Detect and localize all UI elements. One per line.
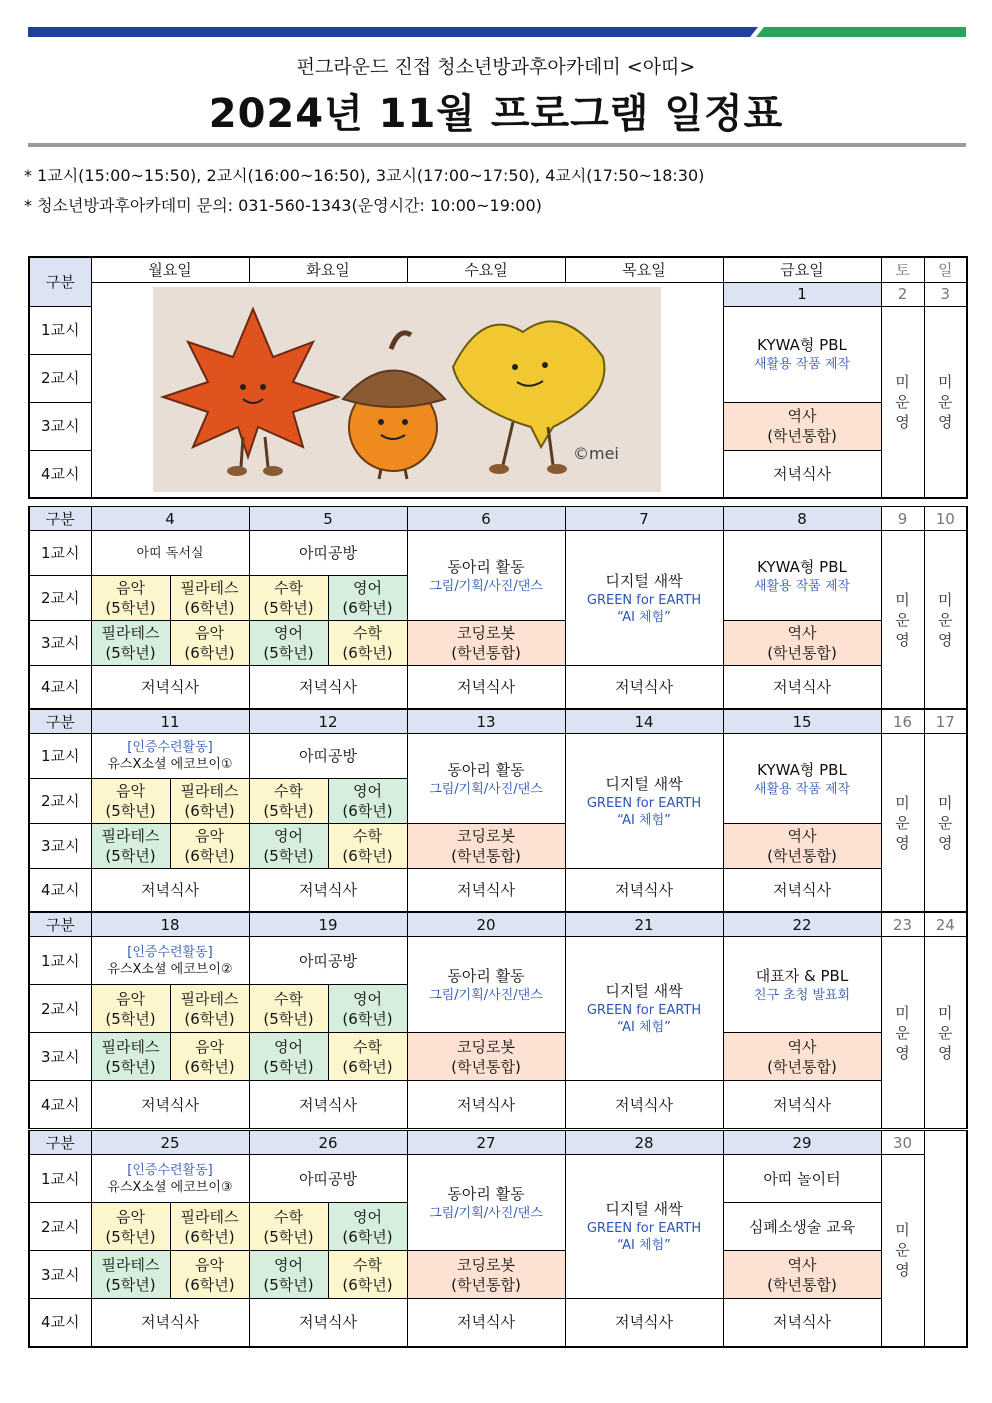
sat-closed: 미 운 영 — [881, 306, 924, 498]
date-fri: 29 — [723, 1131, 881, 1155]
tue-p3-math: 수학 (6학년) — [328, 1033, 407, 1081]
wed-club-cell: 동아리 활동 그림/기획/사진/댄스 — [407, 531, 565, 621]
fri-history-cell: 역사 (학년통합) — [723, 402, 881, 450]
sun-closed: 미 운 영 — [924, 531, 967, 709]
mon-p3-music: 음악 (6학년) — [170, 1033, 249, 1081]
day-header-wed: 수요일 — [407, 257, 565, 282]
date-wed: 13 — [407, 710, 565, 734]
date-fri: 15 — [723, 710, 881, 734]
mon-p3-pilates: 필라테스 (5학년) — [91, 824, 170, 869]
period-label: 1교시 — [29, 734, 91, 779]
tue-dinner: 저녁식사 — [249, 869, 407, 912]
gubun-header: 구분 — [29, 710, 91, 734]
mon-p1-cell: [인증수련활동] 유스X소셜 에코브이③ — [91, 1155, 249, 1203]
period-label: 4교시 — [29, 450, 91, 498]
tue-p3-math: 수학 (6학년) — [328, 824, 407, 869]
mon-p2-music: 음악 (5학년) — [91, 779, 170, 824]
date-mon: 25 — [91, 1131, 249, 1155]
wed-coding-cell: 코딩로봇 (학년통합) — [407, 824, 565, 869]
date-tue: 5 — [249, 507, 407, 531]
period-label: 3교시 — [29, 621, 91, 666]
fri-p12-cell: KYWA형 PBL 새활용 작품 제작 — [723, 531, 881, 621]
date-fri: 8 — [723, 507, 881, 531]
tue-p3-english: 영어 (5학년) — [249, 621, 328, 666]
tue-p1-cell: 아띠공방 — [249, 1155, 407, 1203]
mon-p2-music: 음악 (5학년) — [91, 1203, 170, 1251]
gubun-header: 구분 — [29, 257, 91, 306]
schedule-week — [28, 912, 968, 1129]
wed-coding-cell: 코딩로봇 (학년통합) — [407, 1251, 565, 1299]
date-tue: 12 — [249, 710, 407, 734]
tue-p2-math: 수학 (5학년) — [249, 985, 328, 1033]
mon-p1-title: 유스X소셜 에코브이② — [107, 961, 233, 977]
sat-closed: 미 운 영 — [881, 937, 924, 1129]
mon-p2-pilates: 필라테스 (6학년) — [170, 985, 249, 1033]
fri-pbl-sub: 새활용 작품 제작 — [753, 357, 851, 372]
day-header-tue: 화요일 — [249, 257, 407, 282]
date-3: 3 — [924, 282, 967, 306]
tue-dinner: 저녁식사 — [249, 1299, 407, 1347]
mon-p1-tag: [인증수련활동] — [127, 944, 213, 960]
wed-dinner: 저녁식사 — [407, 1081, 565, 1129]
tue-p2-math: 수학 (5학년) — [249, 779, 328, 824]
mon-p1-title: 아띠 독서실 — [136, 545, 204, 561]
gubun-header: 구분 — [29, 507, 91, 531]
mon-p3-pilates: 필라테스 (5학년) — [91, 621, 170, 666]
mon-p3-music: 음악 (6학년) — [170, 621, 249, 666]
wed-club-cell: 동아리 활동 그림/기획/사진/댄스 — [407, 734, 565, 824]
thu-dinner: 저녁식사 — [565, 869, 723, 912]
wed-dinner: 저녁식사 — [407, 869, 565, 912]
date-thu: 7 — [565, 507, 723, 531]
mon-p3-music: 음악 (6학년) — [170, 824, 249, 869]
illustration-credit: ©mei — [573, 444, 619, 464]
date-2: 2 — [881, 282, 924, 306]
mon-p2-pilates: 필라테스 (6학년) — [170, 1203, 249, 1251]
date-sat: 30 — [881, 1131, 924, 1155]
gubun-header: 구분 — [29, 913, 91, 937]
tue-dinner: 저녁식사 — [249, 1081, 407, 1129]
period-label: 2교시 — [29, 779, 91, 824]
date-sat: 23 — [881, 913, 924, 937]
date-mon: 18 — [91, 913, 249, 937]
mon-dinner: 저녁식사 — [91, 666, 249, 709]
mon-p2-music: 음악 (5학년) — [91, 985, 170, 1033]
period-label: 2교시 — [29, 354, 91, 402]
tue-p3-english: 영어 (5학년) — [249, 1251, 328, 1299]
thu-digital-cell: 디지털 새싹 GREEN for EARTH “AI 체험” — [565, 531, 723, 666]
sat-closed: 미 운 영 — [881, 734, 924, 912]
schedule-week — [28, 506, 968, 709]
tue-p3-english: 영어 (5학년) — [249, 1033, 328, 1081]
tue-p1-cell: 아띠공방 — [249, 531, 407, 576]
thu-dinner: 저녁식사 — [565, 1299, 723, 1347]
fri-p2-cell: 심폐소생술 교육 — [723, 1203, 881, 1251]
date-thu: 28 — [565, 1131, 723, 1155]
thu-digital-cell: 디지털 새싹 GREEN for EARTH “AI 체험” — [565, 734, 723, 869]
schedule-week-5 — [28, 1130, 968, 1348]
tue-p2-english: 영어 (6학년) — [328, 576, 407, 621]
mon-p3-pilates: 필라테스 (5학년) — [91, 1251, 170, 1299]
fri-pbl-cell — [723, 306, 881, 402]
mon-dinner: 저녁식사 — [91, 1081, 249, 1129]
mon-p3-music: 음악 (6학년) — [170, 1251, 249, 1299]
contact-note: * 청소년방과후아카데미 문의: 031-560-1343(운영시간: 10:00~19:00) — [24, 196, 542, 215]
sun-closed: 미 운 영 — [924, 937, 967, 1129]
fri-dinner: 저녁식사 — [723, 666, 881, 709]
period-label: 2교시 — [29, 985, 91, 1033]
mon-dinner: 저녁식사 — [91, 869, 249, 912]
period-label: 1교시 — [29, 531, 91, 576]
wed-club-cell: 동아리 활동 그림/기획/사진/댄스 — [407, 1155, 565, 1251]
date-wed: 20 — [407, 913, 565, 937]
wed-coding-cell: 코딩로봇 (학년통합) — [407, 1033, 565, 1081]
period-label: 2교시 — [29, 1203, 91, 1251]
schedule-week — [28, 709, 968, 912]
date-tue: 26 — [249, 1131, 407, 1155]
mon-p1-cell — [91, 734, 249, 779]
date-sun: 10 — [924, 507, 967, 531]
autumn-illustration-cell — [91, 282, 723, 498]
tue-p1-cell: 아띠공방 — [249, 937, 407, 985]
date-wed: 6 — [407, 507, 565, 531]
day-header-mon: 월요일 — [91, 257, 249, 282]
period-label: 4교시 — [29, 869, 91, 912]
fri-history-cell: 역사 (학년통합) — [723, 621, 881, 666]
wed-dinner: 저녁식사 — [407, 1299, 565, 1347]
tue-p3-math: 수학 (6학년) — [328, 621, 407, 666]
period-times-note: * 1교시(15:00~15:50), 2교시(16:00~16:50), 3교시(17:00~17:50), 4교시(17:50~18:30) — [24, 166, 705, 185]
period-label: 4교시 — [29, 1081, 91, 1129]
thu-dinner: 저녁식사 — [565, 666, 723, 709]
date-wed: 27 — [407, 1131, 565, 1155]
thu-digital-cell: 디지털 새싹 GREEN for EARTH “AI 체험” — [565, 937, 723, 1081]
wed-coding-cell: 코딩로봇 (학년통합) — [407, 621, 565, 666]
tue-p3-math: 수학 (6학년) — [328, 1251, 407, 1299]
date-fri: 22 — [723, 913, 881, 937]
page-title: 2024년 11월 프로그램 일정표 — [208, 91, 784, 137]
day-header-sat: 토 — [881, 257, 924, 282]
tue-dinner: 저녁식사 — [249, 666, 407, 709]
mon-p1-title: 유스X소셜 에코브이① — [107, 757, 233, 772]
tue-p2-math: 수학 (5학년) — [249, 1203, 328, 1251]
mon-p3-pilates: 필라테스 (5학년) — [91, 1033, 170, 1081]
date-sat: 16 — [881, 710, 924, 734]
tue-p3-english: 영어 (5학년) — [249, 824, 328, 869]
period-label: 1교시 — [29, 937, 91, 985]
period-label: 4교시 — [29, 666, 91, 709]
mon-p1-cell — [91, 937, 249, 985]
autumn-characters-illustration — [153, 287, 661, 492]
fri-history-cell: 역사 (학년통합) — [723, 1033, 881, 1081]
day-header-fri: 금요일 — [723, 257, 881, 282]
schedule-table — [28, 256, 968, 499]
date-thu: 21 — [565, 913, 723, 937]
date-sat: 9 — [881, 507, 924, 531]
sat-closed: 미 운 영 — [881, 531, 924, 709]
tue-p1-cell: 아띠공방 — [249, 734, 407, 779]
academy-subtitle: 펀그라운드 진접 청소년방과후아카데미 <아띠> — [296, 56, 696, 78]
period-label: 3교시 — [29, 824, 91, 869]
tue-p2-english: 영어 (6학년) — [328, 1203, 407, 1251]
fri-pbl-title: KYWA형 PBL — [757, 336, 847, 354]
sun-closed: 미 운 영 — [924, 306, 967, 498]
fri-dinner: 저녁식사 — [723, 1299, 881, 1347]
mon-p2-music: 음악 (5학년) — [91, 576, 170, 621]
fri-p1-cell: 아띠 놀이터 — [723, 1155, 881, 1203]
fri-history-cell: 역사 (학년통합) — [723, 1251, 881, 1299]
period-label: 4교시 — [29, 1299, 91, 1347]
date-1: 1 — [723, 282, 881, 306]
day-header-thu: 목요일 — [565, 257, 723, 282]
date-thu: 14 — [565, 710, 723, 734]
sun-closed: 미 운 영 — [924, 734, 967, 912]
date-tue: 19 — [249, 913, 407, 937]
wed-club-cell: 동아리 활동 그림/기획/사진/댄스 — [407, 937, 565, 1033]
fri-p12-cell: KYWA형 PBL 새활용 작품 제작 — [723, 734, 881, 824]
tue-p2-english: 영어 (6학년) — [328, 985, 407, 1033]
date-mon: 11 — [91, 710, 249, 734]
thu-dinner: 저녁식사 — [565, 1081, 723, 1129]
mon-p2-pilates: 필라테스 (6학년) — [170, 779, 249, 824]
fri-history-cell: 역사 (학년통합) — [723, 824, 881, 869]
fri-dinner: 저녁식사 — [723, 450, 881, 498]
fri-p12-cell: 대표자 & PBL 친구 초청 발표회 — [723, 937, 881, 1033]
mon-p1-tag: [인증수련활동] — [127, 740, 213, 755]
tue-p2-english: 영어 (6학년) — [328, 779, 407, 824]
day-header-sun: 일 — [924, 257, 967, 282]
fri-dinner: 저녁식사 — [723, 869, 881, 912]
tue-p2-math: 수학 (5학년) — [249, 576, 328, 621]
mon-dinner: 저녁식사 — [91, 1299, 249, 1347]
sat-closed: 미 운 영 — [881, 1155, 924, 1347]
period-label: 3교시 — [29, 1033, 91, 1081]
wed-dinner: 저녁식사 — [407, 666, 565, 709]
mon-p2-pilates: 필라테스 (6학년) — [170, 576, 249, 621]
date-mon: 4 — [91, 507, 249, 531]
date-sun: 17 — [924, 710, 967, 734]
date-sun: 24 — [924, 913, 967, 937]
fri-dinner: 저녁식사 — [723, 1081, 881, 1129]
mon-p1-cell — [91, 531, 249, 576]
sun-blank — [924, 1131, 967, 1347]
top-accent-bar — [28, 27, 966, 37]
period-label: 2교시 — [29, 576, 91, 621]
gubun-header: 구분 — [29, 1131, 91, 1155]
title-divider — [28, 143, 966, 147]
period-label: 3교시 — [29, 402, 91, 450]
period-label: 3교시 — [29, 1251, 91, 1299]
period-label: 1교시 — [29, 1155, 91, 1203]
thu-digital-cell: 디지털 새싹 GREEN for EARTH “AI 체험” — [565, 1155, 723, 1299]
period-label: 1교시 — [29, 306, 91, 354]
